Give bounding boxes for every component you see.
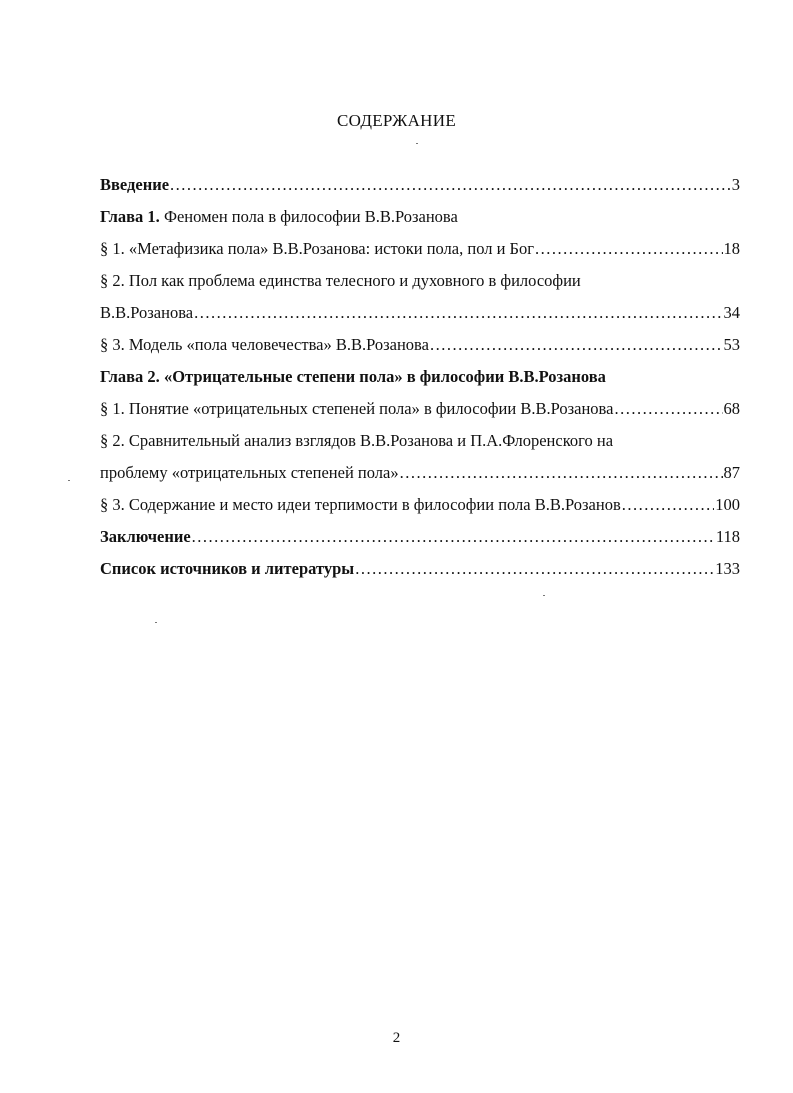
toc-entry-ch2-s2-line1[interactable]: [100, 428, 740, 460]
scan-speck: [416, 143, 418, 144]
toc-entry-introduction[interactable]: [100, 172, 740, 204]
chapter-label: Глава 2.: [100, 367, 160, 386]
toc-entry-text: § 3. Содержание и место идеи терпимости в философии пола В.В.Розанов: [100, 495, 621, 514]
dot-leader: [535, 236, 722, 262]
toc-entry-ch2-s2-line2[interactable]: [100, 460, 740, 492]
dot-leader: [400, 460, 723, 486]
toc-entry-ch1-s2-line2[interactable]: [100, 300, 740, 332]
toc-entry-page: 100: [715, 495, 740, 514]
toc-entry-ch1-s1[interactable]: [100, 236, 740, 268]
toc-entry-text: Список источников и литературы: [100, 559, 355, 578]
dot-leader: [430, 332, 723, 358]
toc-entry-text: Введение: [100, 175, 170, 194]
toc-entry-text: § 1. Понятие «отрицательных степеней пола» в философии В.В.Розанова: [100, 399, 614, 418]
toc-entry-ch2-s1[interactable]: [100, 396, 740, 428]
toc-entry-ch1-s2-line1[interactable]: [100, 268, 740, 300]
toc-entry-bibliography[interactable]: [100, 556, 740, 588]
toc-entry-page: 87: [723, 463, 740, 482]
toc-entry-page: 53: [723, 335, 740, 354]
toc-entry-page: 133: [715, 559, 740, 578]
toc-entry-ch1-s3[interactable]: [100, 332, 740, 364]
toc-chapter-1: [100, 204, 740, 236]
toc-entry-text: § 1. «Метафизика пола» В.В.Розанова: истоки пола, пол и Бог: [100, 239, 535, 258]
dot-leader: [355, 556, 714, 582]
toc-entry-page: 3: [731, 175, 740, 194]
chapter-label: Глава 1.: [100, 207, 160, 226]
toc-entry-text: § 3. Модель «пола человечества» В.В.Розанова: [100, 335, 429, 354]
toc-entry-text: проблему «отрицательных степеней пола»: [100, 463, 399, 482]
scan-speck: [155, 622, 157, 623]
table-of-contents: [100, 172, 740, 588]
page-number: 2: [392, 1030, 401, 1046]
dot-leader: [622, 492, 715, 518]
dot-leader: [614, 396, 722, 422]
toc-entry-page: 68: [723, 399, 740, 418]
chapter-title: Феномен пола в философии В.В.Розанова: [163, 207, 458, 226]
toc-entry-text: § 2. Сравнительный анализ взглядов В.В.Розанова и П.А.Флоренского на: [100, 431, 614, 450]
toc-entry-page: 118: [715, 527, 740, 546]
chapter-title: «Отрицательные степени пола» в философии В.В.Розанова: [163, 367, 606, 386]
toc-entry-page: 34: [723, 303, 740, 322]
scan-speck: [68, 480, 70, 481]
dot-leader: [194, 300, 722, 326]
toc-entry-conclusion[interactable]: [100, 524, 740, 556]
page-title: СОДЕРЖАНИЕ: [336, 111, 457, 130]
toc-entry-ch2-s3[interactable]: [100, 492, 740, 524]
toc-entry-text: В.В.Розанова: [100, 303, 194, 322]
toc-entry-text: Заключение: [100, 527, 191, 546]
scan-speck: [543, 595, 545, 596]
dot-leader: [170, 172, 731, 198]
toc-entry-text: § 2. Пол как проблема единства телесного и духовного в философии: [100, 271, 581, 290]
toc-chapter-2: [100, 364, 740, 396]
dot-leader: [192, 524, 715, 550]
toc-entry-page: 18: [723, 239, 740, 258]
